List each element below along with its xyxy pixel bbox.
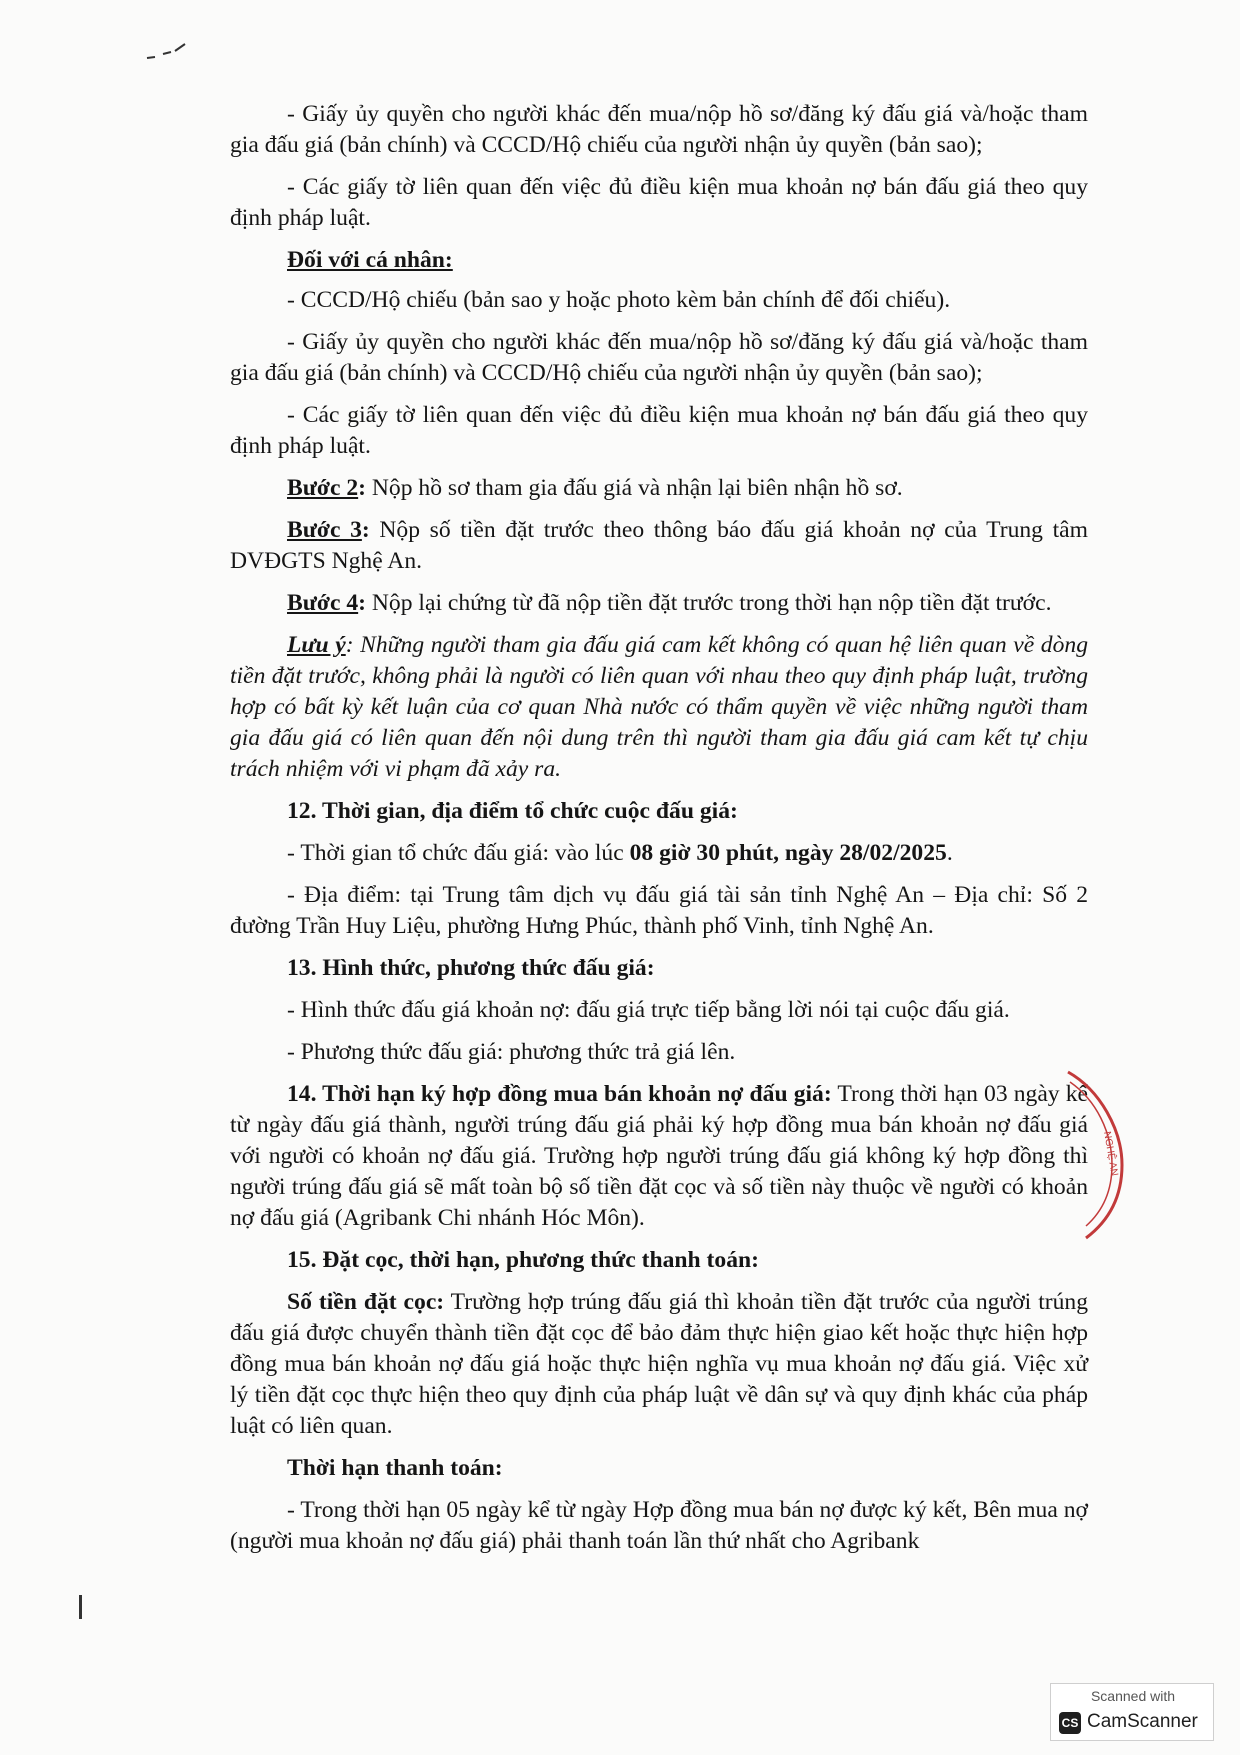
document-body [230, 99, 1088, 1568]
section-14-text: Trong thời hạn 03 ngày kể từ ngày đấu giá thành, người trúng đấu giá phải ký hợp đồng mua bán khoản nợ đấu giá với người có khoản nợ đấu giá. Trường hợp người trúng đấu giá không ký hợp đồng thì người trúng đấu giá sẽ mất toàn bộ số tiền đặt cọc và số tiền này thuộc về người có khoản nợ đấu giá (Agribank Chi nhánh Hóc Môn). [230, 1081, 1088, 1231]
section-13-method: - Phương thức đấu giá: phương thức trả giá lên. [287, 1039, 736, 1065]
section-12-time-suffix: . [946, 840, 953, 866]
section-14 [230, 1079, 1088, 1234]
svg-text:NGHỆ AN: NGHỆ AN [1101, 1130, 1120, 1177]
step-3-label: Bước 3 [287, 517, 362, 543]
scan-mark-decoration [145, 40, 193, 64]
step-2-text: Nộp hồ sơ tham gia đấu giá và nhận lại biên nhận hồ sơ. [366, 475, 903, 501]
paragraph-authorization: - Giấy ủy quyền cho người khác đến mua/nộp hồ sơ/đăng ký đấu giá và/hoặc tham gia đấu giá (bản chính) và CCCD/Hộ chiếu của người nhận ủy quyền (bản sao); [230, 101, 1088, 158]
payment-heading: Thời hạn thanh toán: [287, 1455, 503, 1481]
note-text: : Những người tham gia đấu giá cam kết không có quan hệ liên quan về dòng tiền đặt trước, không phải là người có liên quan với nhau theo quy định pháp luật, trường hợp có bất kỳ kết luận của cơ quan Nhà nước có thẩm quyền về việc những người tham gia đấu giá có liên quan đến nội dung trên thì người tham gia đấu giá cam kết tự chịu trách nhiệm với vi phạm đã xảy ra. [230, 632, 1088, 782]
section-13-heading: 13. Hình thức, phương thức đấu giá: [287, 955, 655, 981]
section-13-form: - Hình thức đấu giá khoản nợ: đấu giá trực tiếp bằng lời nói tại cuộc đấu giá. [287, 997, 1010, 1023]
step-4-label: Bước 4 [287, 590, 359, 616]
camscanner-name: CamScanner [1087, 1711, 1198, 1732]
section-12-time [230, 838, 1088, 869]
step-3-text: Nộp số tiền đặt trước theo thông báo đấu giá khoản nợ của Trung tâm DVĐGTS Nghệ An. [230, 517, 1088, 574]
margin-mark [79, 1595, 82, 1619]
individual-heading-label: Đối với cá nhân: [287, 247, 453, 273]
step-3: Bước 3: Nộp số tiền đặt trước theo thông báo đấu giá khoản nợ của Trung tâm DVĐGTS Nghệ An. [230, 517, 1088, 574]
section-12-time-value: 08 giờ 30 phút, ngày 28/02/2025 [629, 840, 947, 866]
note-label: Lưu ý [287, 632, 346, 658]
paragraph-legal-documents: - Các giấy tờ liên quan đến việc đủ điều kiện mua khoản nợ bán đấu giá theo quy định pháp luật. [230, 174, 1088, 231]
camscanner-logo-icon: CS [1059, 1712, 1081, 1734]
deposit-text: Trường hợp trúng đấu giá thì khoản tiền đặt trước của người trúng đấu giá được chuyển thành tiền đặt cọc để bảo đảm thực hiện giao kết hoặc thực hiện hợp đồng mua bán khoản nợ đấu giá hoặc thực hiện nghĩa vụ mua khoản nợ đấu giá. Việc xử lý tiền đặt cọc thực hiện theo quy định của pháp luật về dân sự và quy định khác của pháp luật có liên quan. [230, 1289, 1088, 1439]
step-4: Bước 4: Nộp lại chứng từ đã nộp tiền đặt trước trong thời hạn nộp tiền đặt trước. [287, 590, 1052, 616]
paragraph-id-card: - CCCD/Hộ chiếu (bản sao y hoặc photo kèm bản chính để đối chiếu). [287, 287, 951, 313]
individual-heading [230, 245, 1088, 276]
section-12-heading: 12. Thời gian, địa điểm tổ chức cuộc đấu giá: [287, 798, 738, 824]
camscanner-watermark [1050, 1683, 1214, 1741]
paragraph-legal-documents-individual: - Các giấy tờ liên quan đến việc đủ điều kiện mua khoản nợ bán đấu giá theo quy định pháp luật. [230, 402, 1088, 459]
paragraph-authorization-individual: - Giấy ủy quyền cho người khác đến mua/nộp hồ sơ/đăng ký đấu giá và/hoặc tham gia đấu giá (bản chính) và CCCD/Hộ chiếu của người nhận ủy quyền (bản sao); [230, 329, 1088, 386]
section-12-time-prefix: - Thời gian tổ chức đấu giá: vào lúc [287, 840, 630, 866]
step-2: Bước 2: Nộp hồ sơ tham gia đấu giá và nhận lại biên nhận hồ sơ. [287, 475, 903, 501]
scanned-with-label: Scanned with [1090, 1688, 1176, 1704]
deposit-label: Số tiền đặt cọc: [287, 1289, 445, 1315]
step-2-label: Bước 2 [287, 475, 359, 501]
note-paragraph [230, 630, 1088, 785]
red-seal-stamp [1060, 1070, 1130, 1240]
section-12-place: - Địa điểm: tại Trung tâm dịch vụ đấu giá tài sản tỉnh Nghệ An – Địa chỉ: Số 2 đường Trần Huy Liệu, phường Hưng Phúc, thành phố Vinh, tỉnh Nghệ An. [230, 882, 1088, 939]
section-14-heading: 14. Thời hạn ký hợp đồng mua bán khoản nợ đấu giá: [287, 1081, 832, 1107]
deposit-paragraph [230, 1287, 1088, 1442]
section-15-heading: 15. Đặt cọc, thời hạn, phương thức thanh toán: [287, 1247, 759, 1273]
payment-paragraph: - Trong thời hạn 05 ngày kể từ ngày Hợp đồng mua bán nợ được ký kết, Bên mua nợ (người mua khoản nợ đấu giá) phải thanh toán lần thứ nhất cho Agribank [230, 1497, 1088, 1554]
step-4-text: Nộp lại chứng từ đã nộp tiền đặt trước trong thời hạn nộp tiền đặt trước. [366, 590, 1052, 616]
